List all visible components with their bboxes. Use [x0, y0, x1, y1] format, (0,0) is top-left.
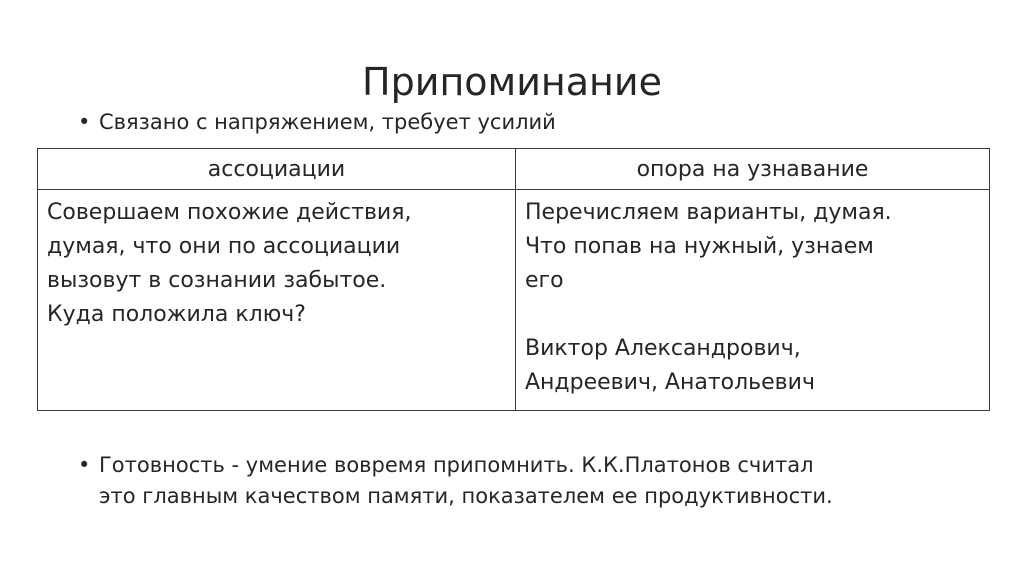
bullet-item	[78, 107, 699, 138]
cell-text-line: Куда положила ключ?	[47, 302, 306, 327]
table-header-associations: ассоциации	[38, 149, 516, 190]
table-cell-recognition	[516, 190, 990, 411]
cell-text-line: Что попав на нужный, узнаем	[525, 234, 874, 259]
cell-text-line: Перечисляем варианты, думая.	[525, 200, 892, 225]
bullet-dot-icon: •	[78, 453, 91, 477]
bullet-dot-icon: •	[78, 110, 91, 134]
bullet-text-line: Готовность - умение вовремя припомнить. К.К.Платонов считал	[99, 453, 814, 477]
table-header-row	[38, 149, 990, 190]
slide-title: Припоминание	[362, 60, 662, 104]
bullet-text-line: это главным качеством памяти, показателем ее продуктивности.	[99, 484, 833, 508]
cell-text-line: вызовут в сознании забытое.	[47, 268, 387, 293]
cell-text-line: Виктор Александрович,	[525, 336, 801, 361]
table-row	[38, 190, 990, 411]
bullet-text: Связано с напряжением, требует усилий	[99, 110, 556, 134]
cell-text-line: Совершаем похожие действия,	[47, 200, 412, 225]
comparison-table	[37, 148, 990, 411]
bullet-item	[78, 450, 999, 512]
cell-text-line: его	[525, 268, 564, 293]
table-cell-associations	[38, 190, 516, 411]
cell-text-line: думая, что они по ассоциации	[47, 234, 401, 259]
table-header-recognition: опора на узнавание	[516, 149, 990, 190]
cell-spacer	[525, 298, 981, 332]
cell-text-line: Андреевич, Анатольевич	[525, 370, 815, 395]
